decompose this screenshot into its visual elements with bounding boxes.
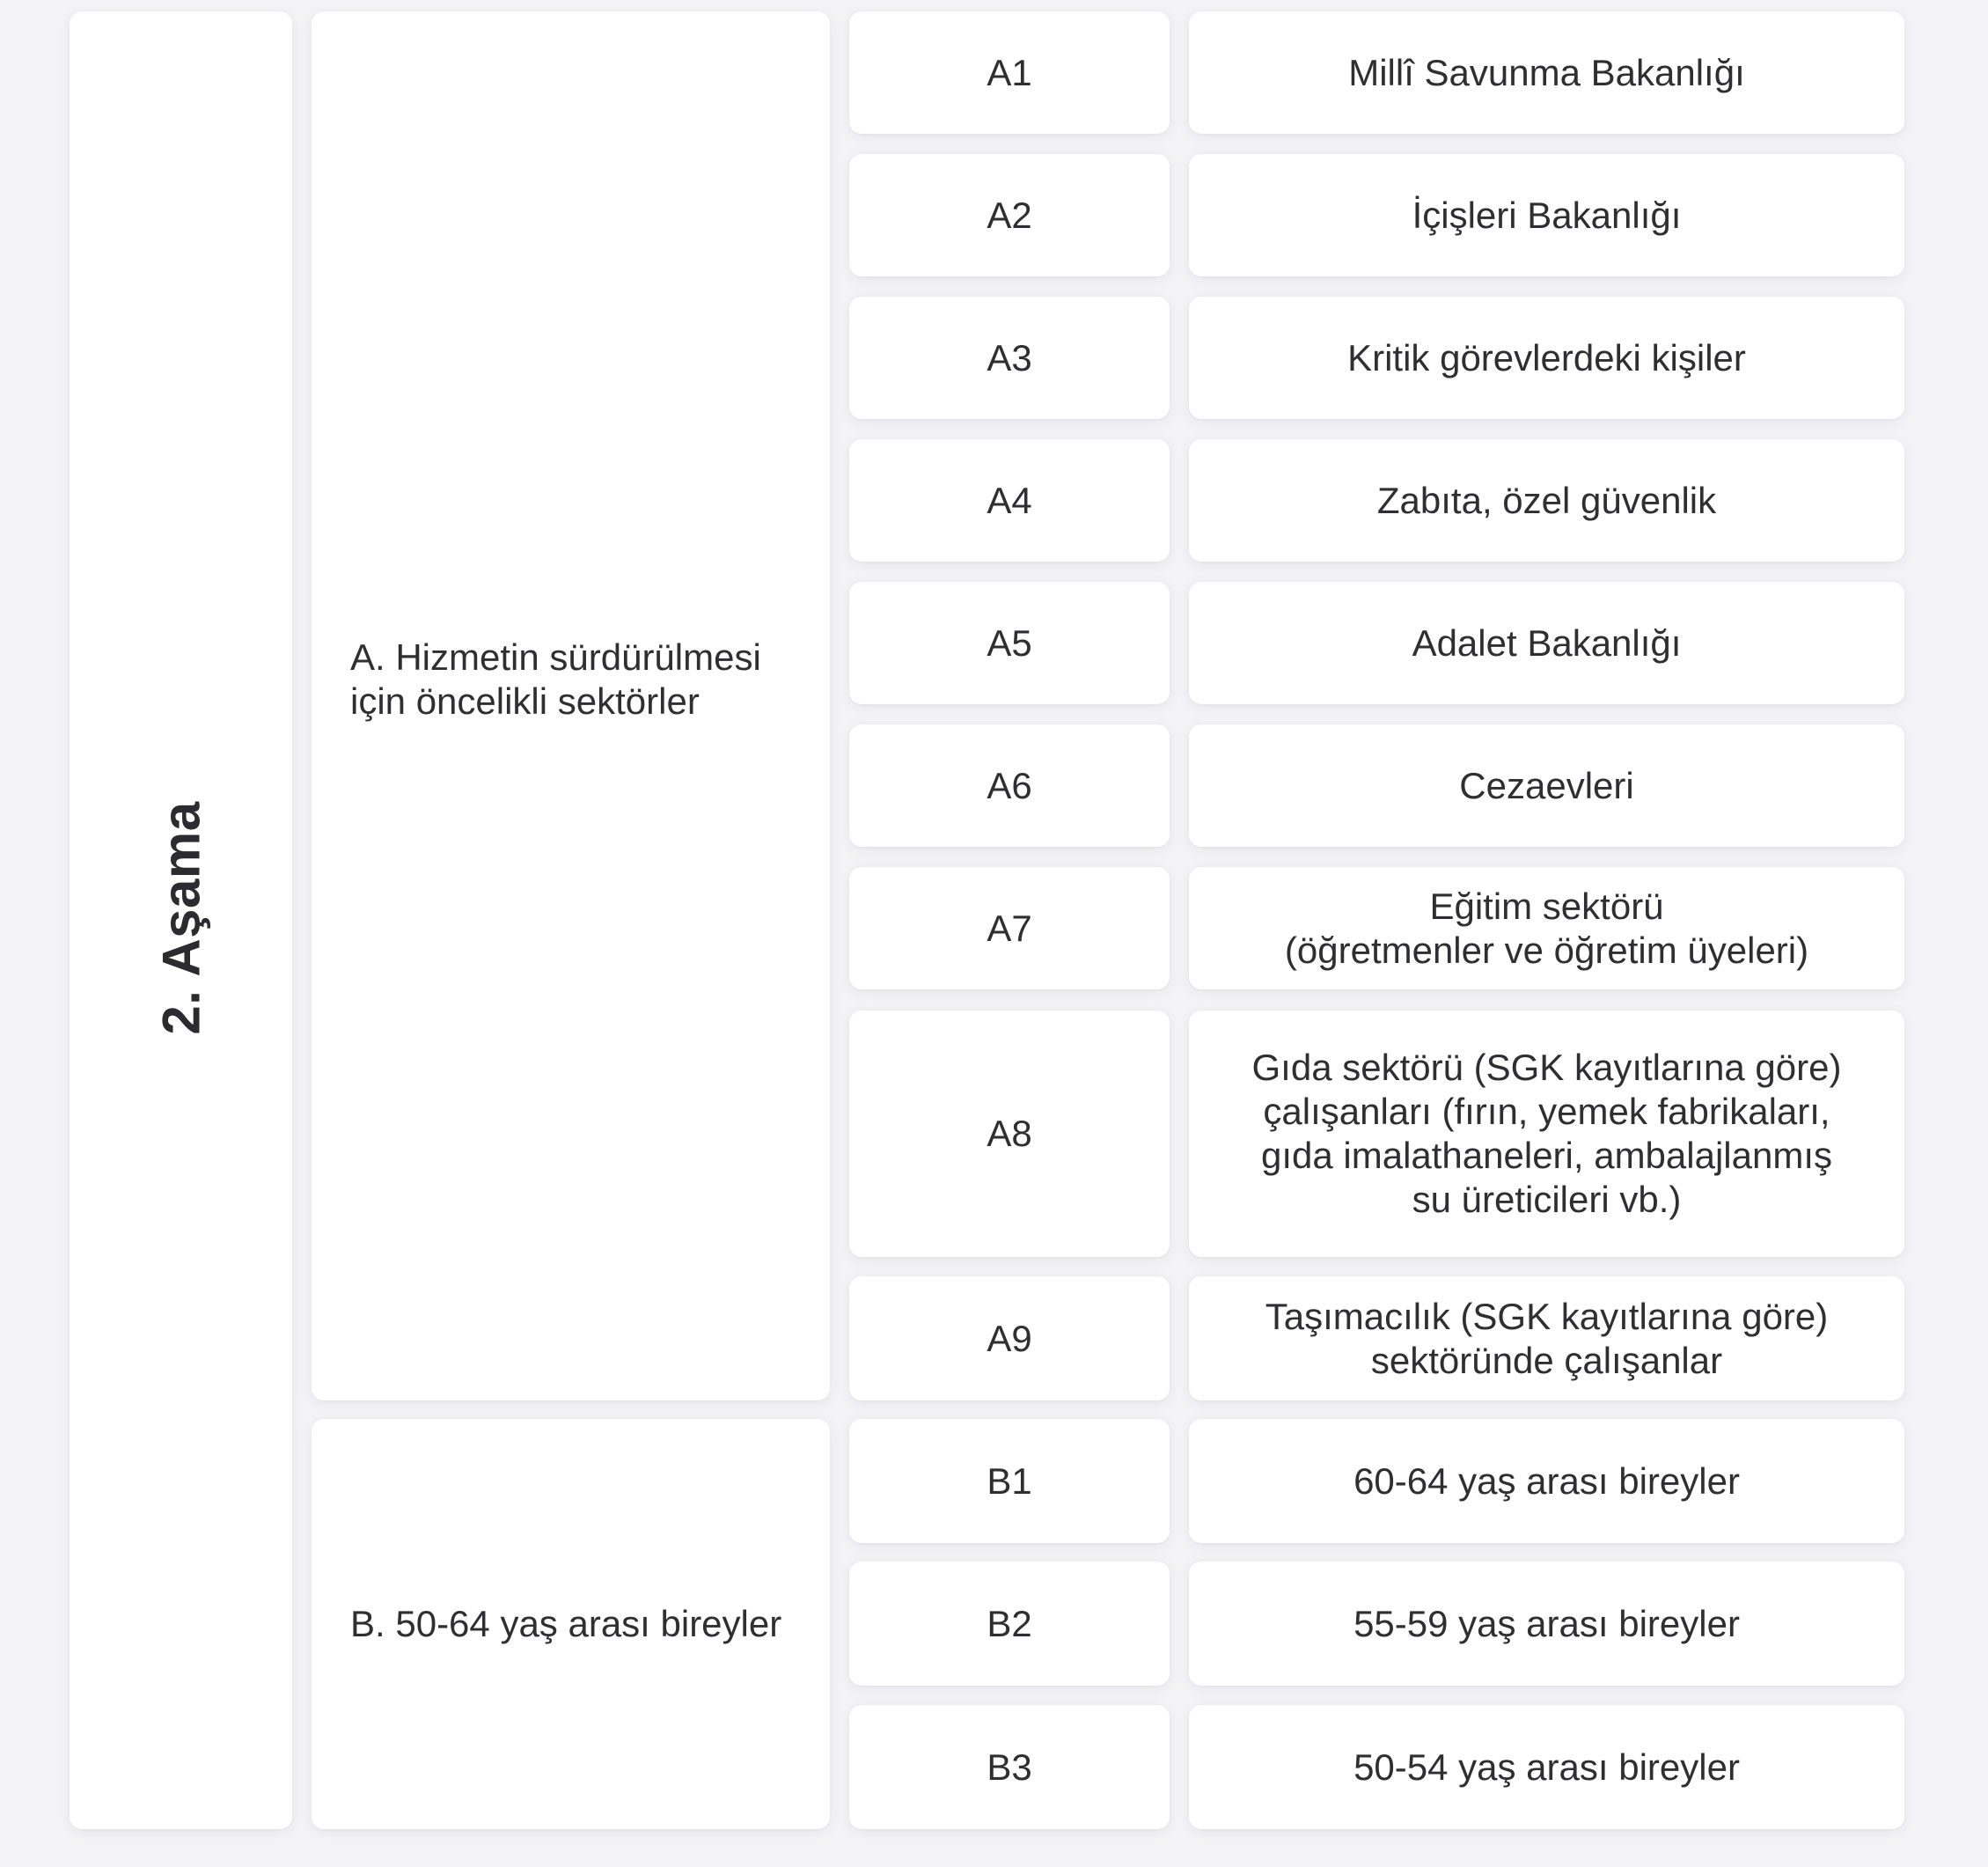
description-label: İçişleri Bakanlığı: [1412, 194, 1682, 236]
group-label-a: A. Hizmetin sürdürülmesi için öncelikli sektörler: [350, 636, 761, 722]
code-label: A4: [987, 479, 1032, 521]
description-label: Adalet Bakanlığı: [1412, 621, 1682, 664]
group-card-a: [312, 11, 830, 1400]
description-label: 50-54 yaş arası bireyler: [1353, 1746, 1740, 1788]
code-label: A2: [987, 194, 1032, 236]
code-label: A1: [987, 51, 1032, 93]
description-cell-a9: [1189, 1276, 1904, 1400]
group-label-b: B. 50-64 yaş arası bireyler: [350, 1603, 782, 1644]
description-label: Gıda sektörü (SGK kayıtlarına göre) çalışanları (fırın, yemek fabrikaları, gıda imalathaneleri, ambalajlanmış su üreticileri vb.): [1251, 1047, 1842, 1220]
code-cell-a6: [849, 724, 1170, 847]
code-label: A6: [987, 764, 1032, 806]
description-cell-a6: [1189, 724, 1904, 847]
description-label: Millî Savunma Bakanlığı: [1348, 51, 1745, 93]
description-cell-a2: [1189, 154, 1904, 276]
stage-title: 2. Aşama: [151, 801, 210, 1035]
code-label: A7: [987, 907, 1032, 949]
description-label: 60-64 yaş arası bireyler: [1353, 1459, 1740, 1502]
code-cell-b1: [849, 1419, 1170, 1543]
description-label: Taşımacılık (SGK kayıtlarına göre) sektöründe çalışanlar: [1265, 1295, 1829, 1381]
code-label: B1: [987, 1459, 1032, 1502]
code-label: B2: [987, 1602, 1032, 1644]
code-cell-a4: [849, 439, 1170, 562]
code-cell-a1: [849, 11, 1170, 134]
code-cell-a9: [849, 1276, 1170, 1400]
code-cell-a3: [849, 297, 1170, 419]
description-cell-b1: [1189, 1419, 1904, 1543]
code-label: A8: [987, 1113, 1032, 1154]
code-label: A9: [987, 1317, 1032, 1359]
description-label: Kritik görevlerdeki kişiler: [1347, 336, 1746, 379]
description-cell-a5: [1189, 582, 1904, 704]
stage-card: [70, 11, 292, 1829]
code-label: B3: [987, 1746, 1032, 1788]
description-cell-a3: [1189, 297, 1904, 419]
description-cell-a7: [1189, 867, 1904, 989]
code-cell-a8: [849, 1011, 1170, 1257]
description-cell-a8: [1189, 1011, 1904, 1257]
group-card-b: [312, 1419, 830, 1829]
code-cell-b3: [849, 1705, 1170, 1829]
description-cell-a1: [1189, 11, 1904, 134]
code-label: A3: [987, 336, 1032, 379]
code-cell-a5: [849, 582, 1170, 704]
description-cell-a4: [1189, 439, 1904, 562]
description-label: Cezaevleri: [1459, 764, 1634, 806]
description-cell-b2: [1189, 1562, 1904, 1686]
description-label: Zabıta, özel güvenlik: [1376, 479, 1717, 521]
code-cell-a7: [849, 867, 1170, 989]
description-label: Eğitim sektörü (öğretmenler ve öğretim üyeleri): [1284, 885, 1809, 971]
code-cell-a2: [849, 154, 1170, 276]
code-cell-b2: [849, 1562, 1170, 1686]
code-label: A5: [987, 621, 1032, 664]
description-label: 55-59 yaş arası bireyler: [1353, 1602, 1740, 1644]
description-cell-b3: [1189, 1705, 1904, 1829]
